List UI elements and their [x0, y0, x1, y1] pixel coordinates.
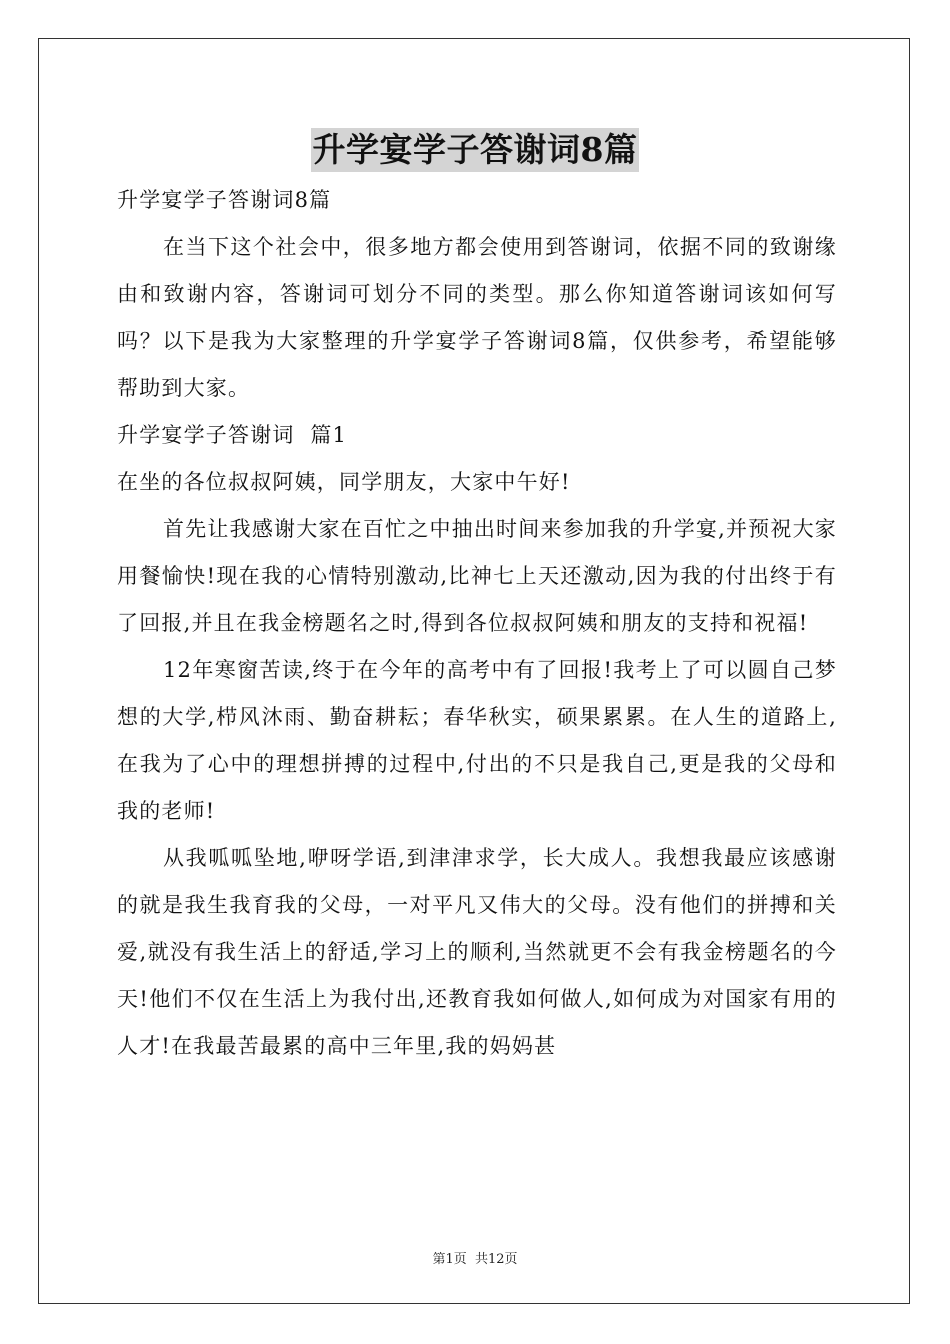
document-subtitle: 升学宴学子答谢词8篇	[117, 188, 332, 212]
page-number: 第1页 共12页	[432, 1252, 518, 1267]
body-paragraph: 12年寒窗苦读,终于在今年的高考中有了回报!我考上了可以圆自己梦想的大学,栉风沐雨、勤奋耕耘；春华秋实，硕果累累。在人生的道路上,在我为了心中的理想拼搏的过程中,付出的不只是我自己,更是我的父母和我的老师!	[117, 658, 837, 823]
intro-paragraph: 在当下这个社会中，很多地方都会使用到答谢词，依据不同的致谢缘由和致谢内容，答谢词可划分不同的类型。那么你知道答谢词该如何写吗？以下是我为大家整理的升学宴学子答谢词8篇，仅供参考，希望能够帮助到大家。	[117, 235, 837, 400]
title-container	[0, 128, 950, 172]
body-paragraph: 从我呱呱坠地,咿呀学语,到津津求学，长大成人。我想我最应该感谢的就是我生我育我的父母，一对平凡又伟大的父母。没有他们的拼搏和关爱,就没有我生活上的舒适,学习上的顺利,当然就更不会有我金榜题名的今天!他们不仅在生活上为我付出,还教育我如何做人,如何成为对国家有用的人才!在我最苦最累的高中三年里,我的妈妈甚	[117, 846, 837, 1058]
page-footer	[0, 1248, 950, 1267]
document-title: 升学宴学子答谢词8篇	[311, 128, 640, 172]
document-body	[117, 177, 837, 1070]
body-paragraph: 首先让我感谢大家在百忙之中抽出时间来参加我的升学宴,并预祝大家用餐愉快!现在我的心情特别激动,比神七上天还激动,因为我的付出终于有了回报,并且在我金榜题名之时,得到各位叔叔阿姨和朋友的支持和祝福!	[117, 517, 837, 635]
section-heading: 升学宴学子答谢词 篇1	[117, 423, 348, 447]
greeting-line: 在坐的各位叔叔阿姨，同学朋友，大家中午好!	[117, 470, 571, 494]
